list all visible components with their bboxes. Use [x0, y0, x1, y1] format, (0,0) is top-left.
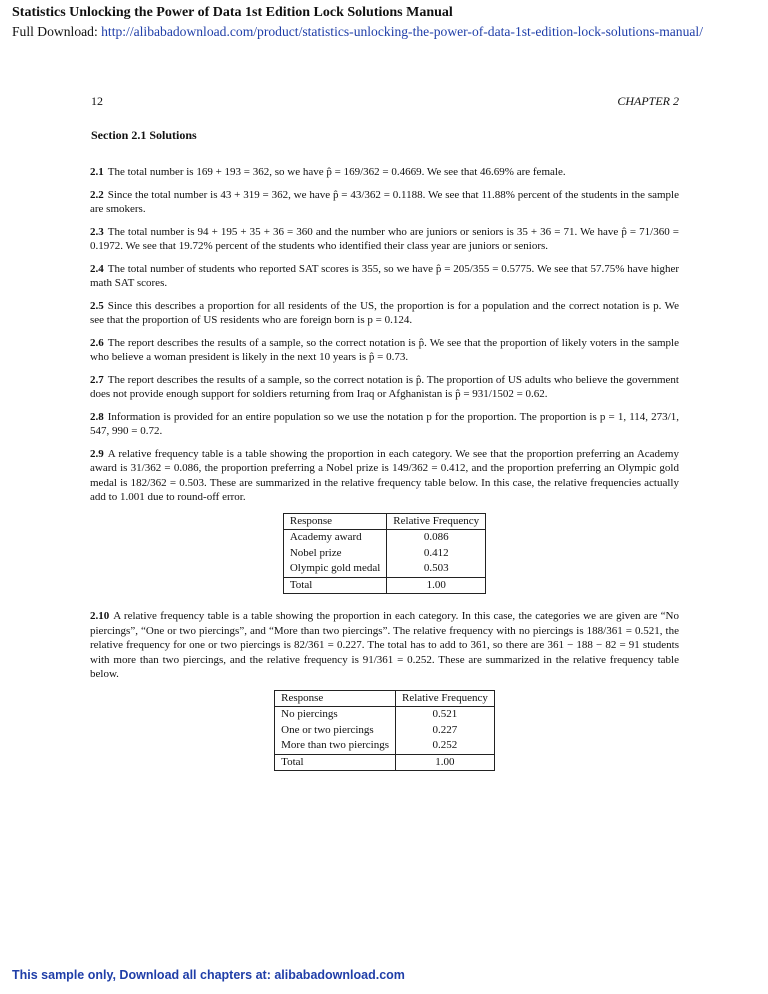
table-row — [283, 546, 485, 562]
table-row — [283, 561, 485, 577]
problem-2-6 — [90, 336, 679, 365]
table-cell: 0.227 — [396, 723, 495, 739]
table-total-row — [283, 577, 485, 594]
problem-text: A relative frequency table is a table showing the proportion in each category. In this case, the categories we are given are “No piercings”, “One or two piercings”, and “More than two piercings”. The relative frequency with no piercings is 188/361 = 0.521, the relative frequency for one or two piercings is 82/361 = 0.227. The total has to add to 361, so there are 361 − 188 − 82 = 91 students with more than two piercings, and the relative frequency is 91/361 = 0.252. These are summarized in the relative frequency table below. — [90, 610, 679, 680]
problem-text: The total number is 94 + 195 + 35 + 36 = 360 and the number who are juniors or seniors is 35 + 36 = 71. We have p̂ = 71/360 = 0.1972. We see that 19.72% percent of the students who identified their class year are juniors or seniors. — [90, 225, 679, 252]
download-line — [12, 24, 703, 40]
problem-number: 2.3 — [90, 225, 104, 238]
problem-2-2 — [90, 188, 679, 217]
problem-2-9 — [90, 447, 679, 505]
table-cell: Total — [283, 577, 386, 594]
problem-number: 2.6 — [90, 336, 104, 349]
relative-frequency-table-awards — [283, 513, 486, 595]
problem-2-10 — [90, 609, 679, 682]
download-footer[interactable]: This sample only, Download all chapters at: alibabadownload.com — [12, 968, 405, 982]
problem-number: 2.5 — [90, 299, 104, 312]
problem-text: A relative frequency table is a table showing the proportion in each category. We see that the proportion preferring an Academy award is 31/362 = 0.086, the proportion preferring a Nobel prize is 149/362 = 0.412, and the proportion preferring an Olympic gold medal is 182/362 = 0.503. These are summarized in the relative frequency table below. In this case, the relative frequencies actually add to 1.001 due to round-off error. — [90, 447, 679, 503]
problem-2-1 — [90, 165, 679, 180]
document-title: Statistics Unlocking the Power of Data 1st Edition Lock Solutions Manual — [12, 5, 453, 20]
problem-text: Since the total number is 43 + 319 = 362, we have p̂ = 43/362 = 0.1188. We see that 11.88% percent of the students in the sample are smokers. — [90, 188, 679, 215]
problem-number: 2.10 — [90, 610, 110, 622]
table-cell: Olympic gold medal — [283, 561, 386, 577]
table-cell: Academy award — [283, 530, 386, 546]
page-number: 12 — [91, 94, 103, 108]
table-cell: 0.252 — [396, 738, 495, 754]
problem-number: 2.9 — [90, 447, 104, 460]
problem-text: Since this describes a proportion for all residents of the US, the proportion is for a population and the correct notation is p. We see that the proportion of US residents who are foreign born is p = 0.124. — [90, 299, 679, 326]
table-cell: 0.086 — [387, 530, 486, 546]
table-header-cell: Relative Frequency — [387, 513, 486, 530]
table-header-cell: Response — [275, 690, 396, 707]
problem-text: The total number of students who reported SAT scores is 355, so we have p̂ = 205/355 = 0.5775. We see that 57.75% have higher math SAT scores. — [90, 262, 679, 289]
table-header-row — [275, 690, 495, 707]
problem-number: 2.8 — [90, 410, 104, 423]
problem-2-5 — [90, 299, 679, 328]
table-cell: More than two piercings — [275, 738, 396, 754]
table-row — [283, 530, 485, 546]
table-cell: No piercings — [275, 707, 396, 723]
problem-text: The report describes the results of a sample, so the correct notation is p̂. The proportion of US adults who believe the government does not provide enough support for soldiers returning from Iraq or Afghanistan is p̂ = 931/1502 = 0.62. — [90, 373, 679, 400]
table-cell: Nobel prize — [283, 546, 386, 562]
table-cell: 1.00 — [396, 754, 495, 771]
problem-text: The total number is 169 + 193 = 362, so we have p̂ = 169/362 = 0.4669. We see that 46.69% are female. — [107, 166, 566, 178]
table-cell: 1.00 — [387, 577, 486, 594]
problem-number: 2.7 — [90, 373, 104, 386]
table-cell: 0.412 — [387, 546, 486, 562]
problem-text: Information is provided for an entire population so we use the notation p for the proportion. The proportion is p = 1, 114, 273/1, 547, 990 = 0.72. — [90, 410, 679, 437]
download-prefix: Full Download: — [12, 24, 102, 39]
table-header-row — [283, 513, 485, 530]
problem-number: 2.2 — [90, 188, 104, 201]
problem-number: 2.4 — [90, 262, 104, 275]
table-cell: 0.503 — [387, 561, 486, 577]
table-row — [275, 738, 495, 754]
download-link[interactable]: http://alibabadownload.com/product/statistics-unlocking-the-power-of-data-1st-edition-lock-solutions-manual/ — [101, 24, 703, 39]
solutions-content — [90, 165, 679, 786]
table-cell: Total — [275, 754, 396, 771]
table-cell: One or two piercings — [275, 723, 396, 739]
table-header-cell: Relative Frequency — [396, 690, 495, 707]
chapter-heading: CHAPTER 2 — [617, 94, 679, 108]
problem-2-7 — [90, 373, 679, 402]
table-cell: 0.521 — [396, 707, 495, 723]
table-row — [275, 723, 495, 739]
section-title: Section 2.1 Solutions — [91, 128, 197, 142]
problem-2-3 — [90, 225, 679, 254]
table-row — [275, 707, 495, 723]
problem-number: 2.1 — [90, 166, 104, 178]
problem-text: The report describes the results of a sample, so the correct notation is p̂. We see that the proportion of likely voters in the sample who believe a woman president is likely in the next 10 years is p̂ = 0.73. — [90, 336, 679, 363]
relative-frequency-table-piercings — [274, 690, 495, 772]
table-header-cell: Response — [283, 513, 386, 530]
problem-2-4 — [90, 262, 679, 291]
problem-2-8 — [90, 410, 679, 439]
table-total-row — [275, 754, 495, 771]
